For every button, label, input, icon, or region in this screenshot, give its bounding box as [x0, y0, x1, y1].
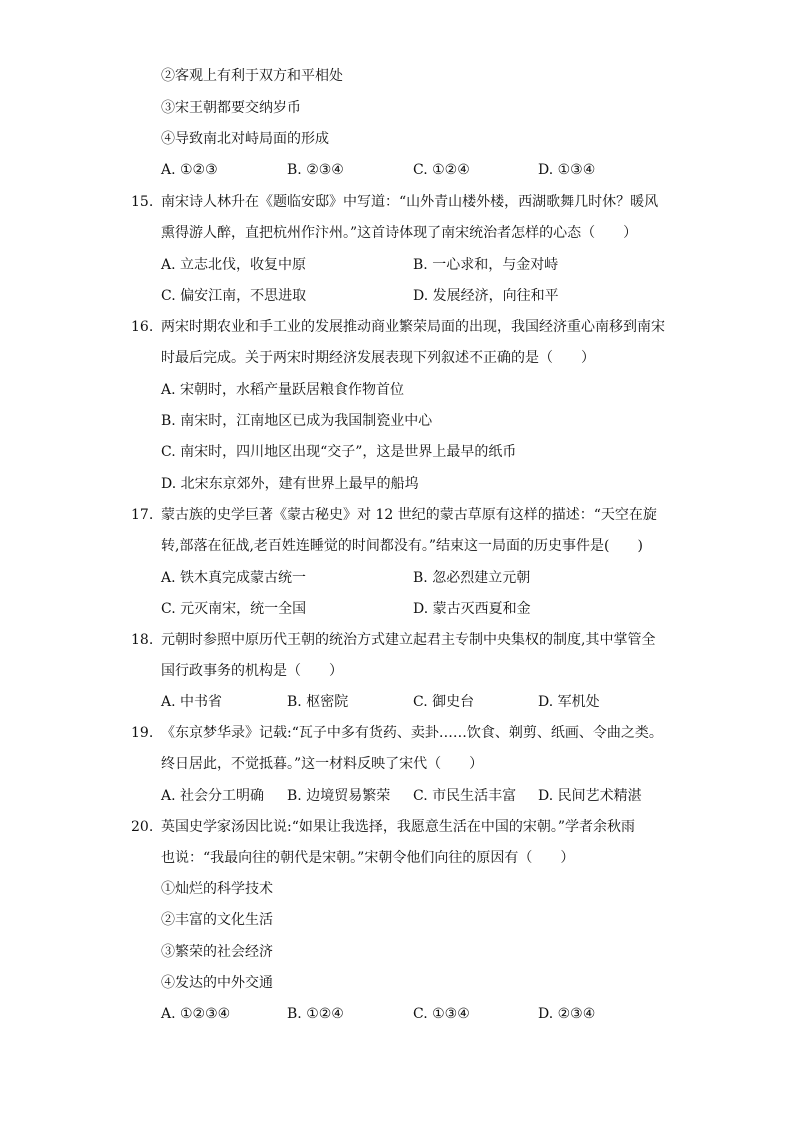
q14-item-4: ④导致南北对峙局面的形成	[161, 131, 329, 147]
q19-option-b: B. 边境贸易繁荣	[287, 788, 391, 804]
q14-option-b: B. ②③④	[287, 162, 344, 178]
q14-item-2: ②客观上有利于双方和平相处	[161, 68, 343, 84]
q16-option-b: B. 南宋时，江南地区已成为我国制瓷业中心	[161, 413, 433, 429]
q16-option-d: D. 北宋东京郊外，建有世界上最早的船坞	[161, 476, 419, 492]
q14-option-d: D. ①③④	[538, 162, 596, 178]
q20-number: 20.	[131, 819, 154, 835]
q19-number: 19.	[131, 725, 154, 741]
q18-number: 18.	[131, 632, 154, 648]
q15-option-a: A. 立志北伐，收复中原	[161, 257, 307, 273]
q20-option-c: C. ①③④	[413, 1006, 470, 1022]
q20-stem-line-2: 也说：“我最向往的朝代是宋朝。”宋朝令他们向往的原因有（ ）	[161, 850, 575, 866]
q14-option-a: A. ①②③	[161, 162, 218, 178]
q17-option-d: D. 蒙古灭西夏和金	[413, 601, 531, 617]
q20-option-a: A. ①②③④	[161, 1006, 231, 1022]
q16-option-a: A. 宋朝时，水稻产量跃居粮食作物首位	[161, 382, 405, 398]
q19-stem-line-2: 终日居此，不觉抵暮。”这一材料反映了宋代（ ）	[161, 756, 484, 772]
q17-option-c: C. 元灭南宋，统一全国	[161, 601, 307, 617]
q19-option-a: A. 社会分工明确	[161, 788, 265, 804]
q19-option-d: D. 民间艺术精湛	[538, 788, 642, 804]
q15-option-c: C. 偏安江南，不思进取	[161, 288, 307, 304]
q15-stem-line-1: 南宋诗人林升在《题临安邸》中写道：“山外青山楼外楼，西湖歌舞几时休？暖风	[161, 194, 659, 210]
q15-number: 15.	[131, 194, 154, 210]
q20-item-1: ①灿烂的科学技术	[161, 881, 273, 897]
q16-stem-line-2: 时最后完成。关于两宋时期经济发展表现下列叙述不正确的是（ ）	[161, 350, 595, 366]
q18-option-b: B. 枢密院	[287, 694, 349, 710]
q20-item-3: ③繁荣的社会经济	[161, 944, 273, 960]
q15-option-b: B. 一心求和，与金对峙	[413, 257, 559, 273]
q17-stem-line-2: 转,部落在征战,老百姓连睡觉的时间都没有。”结束这一局面的历史事件是( )	[161, 538, 643, 554]
q16-number: 16.	[131, 319, 154, 335]
q15-stem-line-2: 熏得游人醉，直把杭州作汴州。”这首诗体现了南宋统治者怎样的心态（ ）	[161, 225, 638, 241]
q18-stem-line-2: 国行政事务的机构是（ ）	[161, 663, 343, 679]
q17-option-b: B. 忽必烈建立元朝	[413, 570, 531, 586]
q17-option-a: A. 铁木真完成蒙古统一	[161, 570, 307, 586]
q20-option-d: D. ②③④	[538, 1006, 596, 1022]
q18-option-c: C. 御史台	[413, 694, 475, 710]
q14-option-c: C. ①②④	[413, 162, 470, 178]
q18-option-d: D. 军机处	[538, 694, 600, 710]
q17-number: 17.	[131, 507, 154, 523]
q19-stem-line-1: 《东京梦华录》记载:“瓦子中多有货药、卖卦……饮食、剃剪、纸画、令曲之类。	[161, 725, 663, 741]
q16-stem-line-1: 两宋时期农业和手工业的发展推动商业繁荣局面的出现，我国经济重心南移到南宋	[161, 319, 665, 335]
q18-option-a: A. 中书省	[161, 694, 223, 710]
q20-item-4: ④发达的中外交通	[161, 975, 273, 991]
q19-option-c: C. 市民生活丰富	[413, 788, 517, 804]
q20-item-2: ②丰富的文化生活	[161, 912, 273, 928]
q16-option-c: C. 南宋时，四川地区出现“交子”，这是世界上最早的纸币	[161, 444, 517, 460]
q14-item-3: ③宋王朝都要交纳岁币	[161, 100, 301, 116]
q15-option-d: D. 发展经济，向往和平	[413, 288, 559, 304]
q18-stem-line-1: 元朝时参照中原历代王朝的统治方式建立起君主专制中央集权的制度,其中掌管全	[161, 632, 656, 648]
q20-option-b: B. ①②④	[287, 1006, 344, 1022]
q17-stem-line-1: 蒙古族的史学巨著《蒙古秘史》对 12 世纪的蒙古草原有这样的描述：“天空在旋	[161, 507, 657, 523]
q20-stem-line-1: 英国史学家汤因比说:“如果让我选择，我愿意生活在中国的宋朝。”学者余秋雨	[161, 819, 636, 835]
